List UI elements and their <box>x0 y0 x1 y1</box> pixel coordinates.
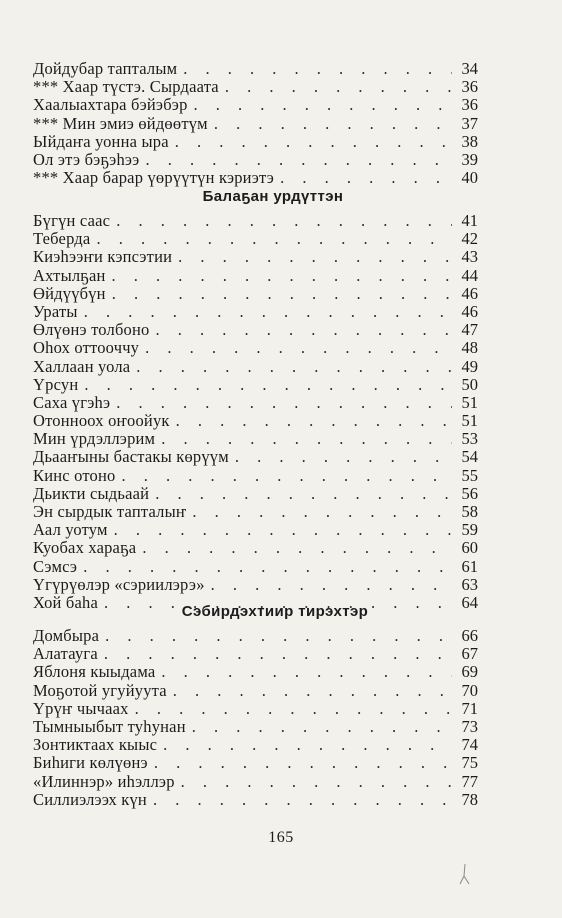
dot-leader <box>170 412 452 430</box>
toc-entry <box>33 358 478 376</box>
entry-title: Отонноох оҥоойук <box>33 411 170 431</box>
dot-leader <box>186 503 452 521</box>
dot-leader <box>139 151 452 169</box>
toc-entry <box>33 212 478 230</box>
dot-leader <box>110 394 452 412</box>
toc-entry <box>33 791 478 809</box>
dot-leader <box>188 96 452 114</box>
entry-page-number: 53 <box>461 429 478 449</box>
entry-title: Хаалыахтара бэйэбэр <box>33 95 188 115</box>
page-number: 165 <box>268 829 294 846</box>
entry-page-number: 41 <box>461 211 478 230</box>
entry-page-number: 67 <box>461 644 478 664</box>
entry-title: Бүгүн саас <box>33 211 111 230</box>
toc-entry <box>33 151 478 169</box>
toc-entry <box>33 521 478 539</box>
dot-leader <box>274 169 452 187</box>
toc-entry <box>33 558 478 576</box>
entry-page-number: 75 <box>461 753 478 773</box>
dot-leader <box>172 248 452 266</box>
entry-page-number: 37 <box>461 113 478 133</box>
dot-leader <box>77 558 452 576</box>
toc-entry <box>33 78 478 96</box>
entry-title: Үгүрүөлэр «сэриилэрэ» <box>33 574 205 594</box>
toc-entry <box>33 736 478 754</box>
toc-entry <box>33 412 478 430</box>
entry-page-number: 63 <box>461 574 478 594</box>
dot-leader <box>99 627 452 645</box>
entry-title: Өйдүүбүн <box>33 283 106 303</box>
entry-title: Дьикти сыдьаай <box>33 483 150 503</box>
toc-entry <box>33 339 478 357</box>
entry-title: *** Хаар түстэ. Сырдаата <box>33 77 219 97</box>
toc-entry <box>33 539 478 557</box>
toc-entry <box>33 230 478 248</box>
entry-title: Силлиэлээх күн <box>33 789 147 809</box>
contents-section <box>33 627 478 809</box>
dot-leader <box>155 430 452 448</box>
entry-title: Алатауга <box>33 644 98 664</box>
entry-page-number: 74 <box>461 735 478 755</box>
dot-leader <box>148 754 452 772</box>
entry-title: Биһиги көлүөнэ <box>33 753 148 773</box>
toc-entry <box>33 700 478 718</box>
entry-page-number: 38 <box>461 131 478 151</box>
toc-entry <box>33 133 478 151</box>
entry-title: Теберда <box>33 229 91 249</box>
dot-leader <box>78 376 452 394</box>
entry-title: Ураты <box>33 301 78 321</box>
entry-page-number: 77 <box>461 771 478 791</box>
dot-leader <box>147 791 452 809</box>
toc-entry <box>33 503 478 521</box>
entry-page-number: 47 <box>461 320 478 340</box>
entry-title: Халлаан уола <box>33 356 131 376</box>
entry-title: Саха үгэһэ <box>33 392 111 412</box>
entry-title: *** Хаар барар үөрүүтүн кэриэтэ <box>33 168 275 188</box>
dot-leader <box>219 78 452 96</box>
entry-title: «Илиннэр» иһэллэр <box>33 771 175 791</box>
entry-title: Дьааҥыны бастакы көрүүм <box>33 447 229 467</box>
contents-section-continued <box>33 60 478 187</box>
entry-title: Оһох оттооччу <box>33 338 140 358</box>
dot-leader <box>106 267 452 285</box>
entry-page-number: 34 <box>461 59 478 78</box>
dot-leader <box>106 285 452 303</box>
toc-entry <box>33 576 478 594</box>
entry-title: Куобах хараҕа <box>33 538 137 558</box>
toc-entry <box>33 376 478 394</box>
dot-leader <box>149 485 452 503</box>
entry-title: Сэмсэ <box>33 556 78 576</box>
dot-leader <box>139 339 452 357</box>
entry-page-number: 42 <box>461 229 478 249</box>
entry-page-number: 51 <box>461 392 478 412</box>
dot-leader <box>157 736 452 754</box>
dot-leader <box>167 682 452 700</box>
entry-page-number: 78 <box>461 789 478 809</box>
toc-entry <box>33 285 478 303</box>
entry-page-number: 46 <box>461 283 478 303</box>
toc-entry <box>33 467 478 485</box>
entry-page-number: 64 <box>461 592 478 612</box>
entry-page-number: 48 <box>461 338 478 358</box>
entry-title: *** Мин эмиэ өйдөөтүм <box>33 113 208 133</box>
entry-page-number: 59 <box>461 520 478 540</box>
dot-leader <box>136 539 452 557</box>
entry-title: Тымныыбыт туһунан <box>33 716 186 736</box>
entry-page-number: 51 <box>461 411 478 431</box>
toc-entry <box>33 96 478 114</box>
entry-page-number: 40 <box>461 168 478 188</box>
dot-leader <box>78 303 452 321</box>
dot-leader <box>229 448 452 466</box>
toc-entry <box>33 267 478 285</box>
dot-leader <box>169 133 452 151</box>
entry-page-number: 70 <box>461 680 478 700</box>
toc-entry <box>33 627 478 645</box>
entry-page-number: 46 <box>461 301 478 321</box>
dot-leader <box>155 663 452 681</box>
entry-title: Ахтылҕан <box>33 265 106 285</box>
entry-title: Зонтиктаах кыыс <box>33 735 158 755</box>
toc-entry <box>33 754 478 772</box>
entry-title: Ыйдаҥа уонна ыра <box>33 131 169 151</box>
dot-leader <box>129 700 452 718</box>
entry-page-number: 66 <box>461 626 478 645</box>
entry-page-number: 50 <box>461 374 478 394</box>
dot-leader <box>177 60 452 78</box>
entry-page-number: 69 <box>461 662 478 682</box>
entry-title: Домбыра <box>33 626 100 645</box>
entry-title: Яблоня кыыдама <box>33 662 156 682</box>
section-heading: Сэбирдэхтиир тирэхтэр <box>181 603 369 620</box>
contents-section <box>33 212 478 612</box>
entry-title: Өлүөнэ толбоно <box>33 320 150 340</box>
entry-page-number: 60 <box>461 538 478 558</box>
section-heading: Балаҕан урдүттэн <box>202 188 344 205</box>
dot-leader <box>186 718 452 736</box>
entry-page-number: 39 <box>461 149 478 169</box>
dot-leader <box>205 576 452 594</box>
entry-page-number: 56 <box>461 483 478 503</box>
toc-entry <box>33 485 478 503</box>
entry-title: Хой баһа <box>33 592 98 612</box>
entry-title: Ол этэ бэҕэһээ <box>33 149 140 169</box>
entry-page-number: 71 <box>461 698 478 718</box>
toc-entry <box>33 115 478 133</box>
entry-title: Дойдубар тапталым <box>33 59 178 78</box>
toc-entry <box>33 169 478 187</box>
entry-page-number: 61 <box>461 556 478 576</box>
entry-title: Киэһээҥи кэпсэтии <box>33 247 173 267</box>
toc-entry <box>33 430 478 448</box>
entry-title: Эн сырдык тапталыҥ <box>33 502 187 521</box>
entry-page-number: 44 <box>461 265 478 285</box>
toc-entry <box>33 394 478 412</box>
toc-entry <box>33 645 478 663</box>
toc-entry <box>33 718 478 736</box>
dot-leader <box>98 645 452 663</box>
entry-page-number: 36 <box>461 77 478 97</box>
entry-page-number: 49 <box>461 356 478 376</box>
dot-leader <box>110 212 452 230</box>
dot-leader <box>108 521 452 539</box>
dot-leader <box>149 321 452 339</box>
toc-entry <box>33 773 478 791</box>
toc-entry <box>33 321 478 339</box>
entry-title: Аал уотум <box>33 520 108 540</box>
dot-leader <box>208 115 452 133</box>
entry-page-number: 43 <box>461 247 478 267</box>
dot-leader <box>115 467 452 485</box>
dot-leader <box>90 230 452 248</box>
toc-entry <box>33 60 478 78</box>
entry-page-number: 73 <box>461 716 478 736</box>
pencil-mark <box>458 862 472 886</box>
entry-title: Кинс отоно <box>33 465 116 485</box>
toc-entry <box>33 663 478 681</box>
dot-leader <box>130 358 452 376</box>
entry-page-number: 58 <box>461 502 478 521</box>
entry-page-number: 54 <box>461 447 478 467</box>
entry-title: Үрсун <box>33 374 79 394</box>
toc-entry <box>33 448 478 466</box>
entry-title: Моҕотой угуйуута <box>33 680 167 700</box>
entry-title: Үрүҥ чычаах <box>33 698 129 718</box>
dot-leader <box>175 773 452 791</box>
entry-title: Мин үрдэллэрим <box>33 429 156 449</box>
toc-entry <box>33 303 478 321</box>
toc-entry <box>33 248 478 266</box>
entry-page-number: 55 <box>461 465 478 485</box>
entry-page-number: 36 <box>461 95 478 115</box>
toc-entry <box>33 682 478 700</box>
